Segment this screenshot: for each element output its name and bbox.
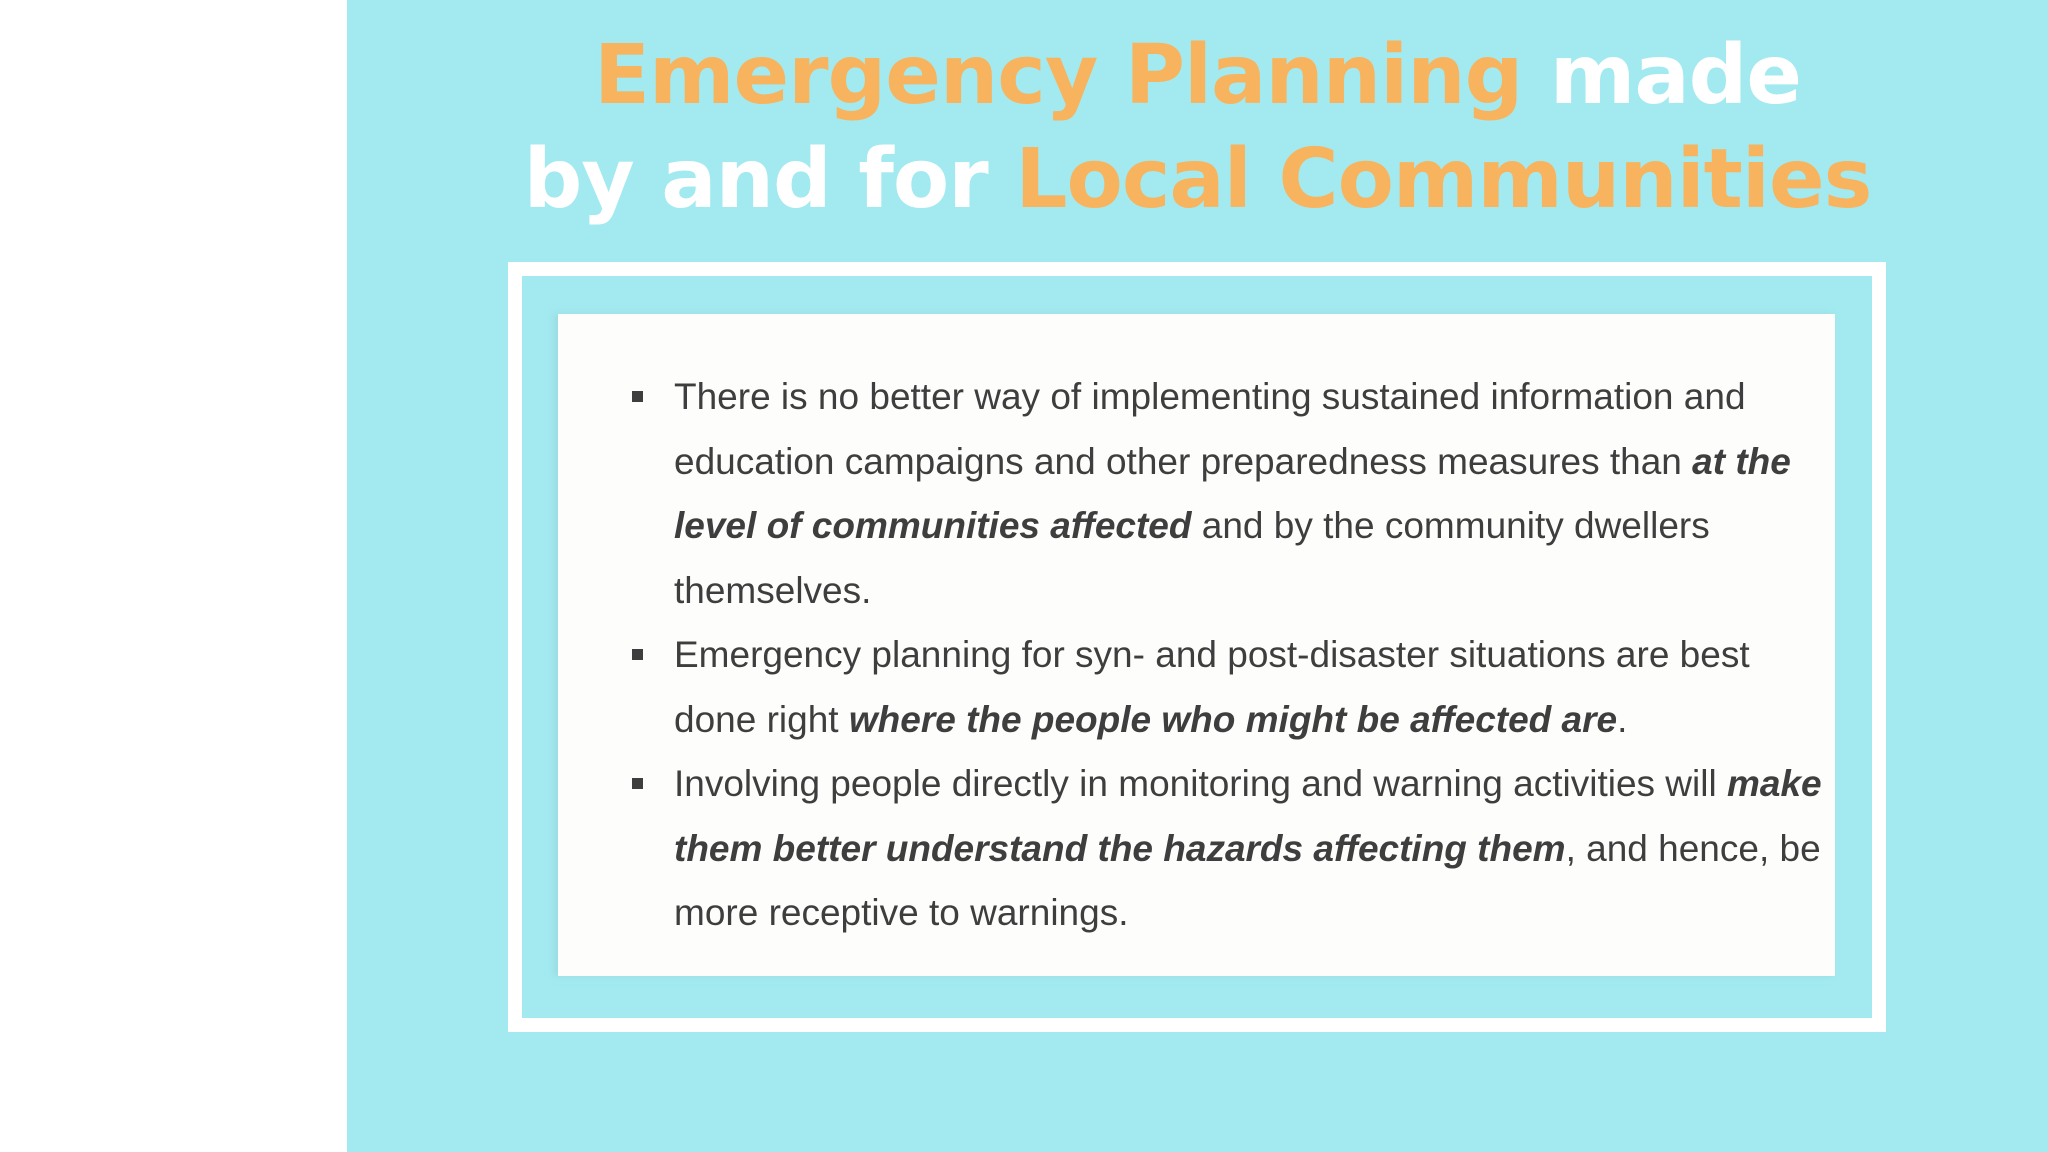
bullet-emphasis: at the level of communities affected: [674, 440, 1791, 546]
title-text-made: made: [1522, 28, 1801, 123]
title-line-2: [347, 128, 2048, 232]
bullet-list: [674, 365, 1824, 946]
title-line-1: [347, 24, 2048, 128]
bullet-emphasis: make them better understand the hazards affecting them: [674, 763, 1822, 869]
title-accent-local-communities: Local Communities: [1015, 132, 1872, 227]
bullet-text: Involving people directly in monitoring and warning activities will: [674, 763, 1727, 804]
square-bullet-icon: [632, 391, 643, 402]
bullet-text: Emergency planning for syn- and post-disaster situations are best done right: [674, 634, 1750, 740]
square-bullet-icon: [632, 778, 643, 789]
title-text-by-and-for: by and for: [523, 132, 1016, 227]
slide-title: [347, 24, 2048, 232]
bullet-text: and by the community dwellers themselves.: [674, 505, 1710, 611]
bullet-text: There is no better way of implementing sustained information and education campaigns and other preparedness measures than: [674, 376, 1746, 482]
square-bullet-icon: [632, 649, 643, 660]
bullet-item: [674, 752, 1824, 946]
bullet-item: [674, 623, 1824, 752]
left-blank-margin: [0, 0, 347, 1152]
bullet-text: , and hence, be more receptive to warnings.: [674, 827, 1821, 933]
bullet-text: .: [1617, 698, 1628, 740]
title-accent-emergency-planning: Emergency Planning: [594, 28, 1523, 123]
bullet-item: [674, 365, 1824, 623]
bullet-emphasis: where the people who might be affected are: [848, 698, 1618, 740]
